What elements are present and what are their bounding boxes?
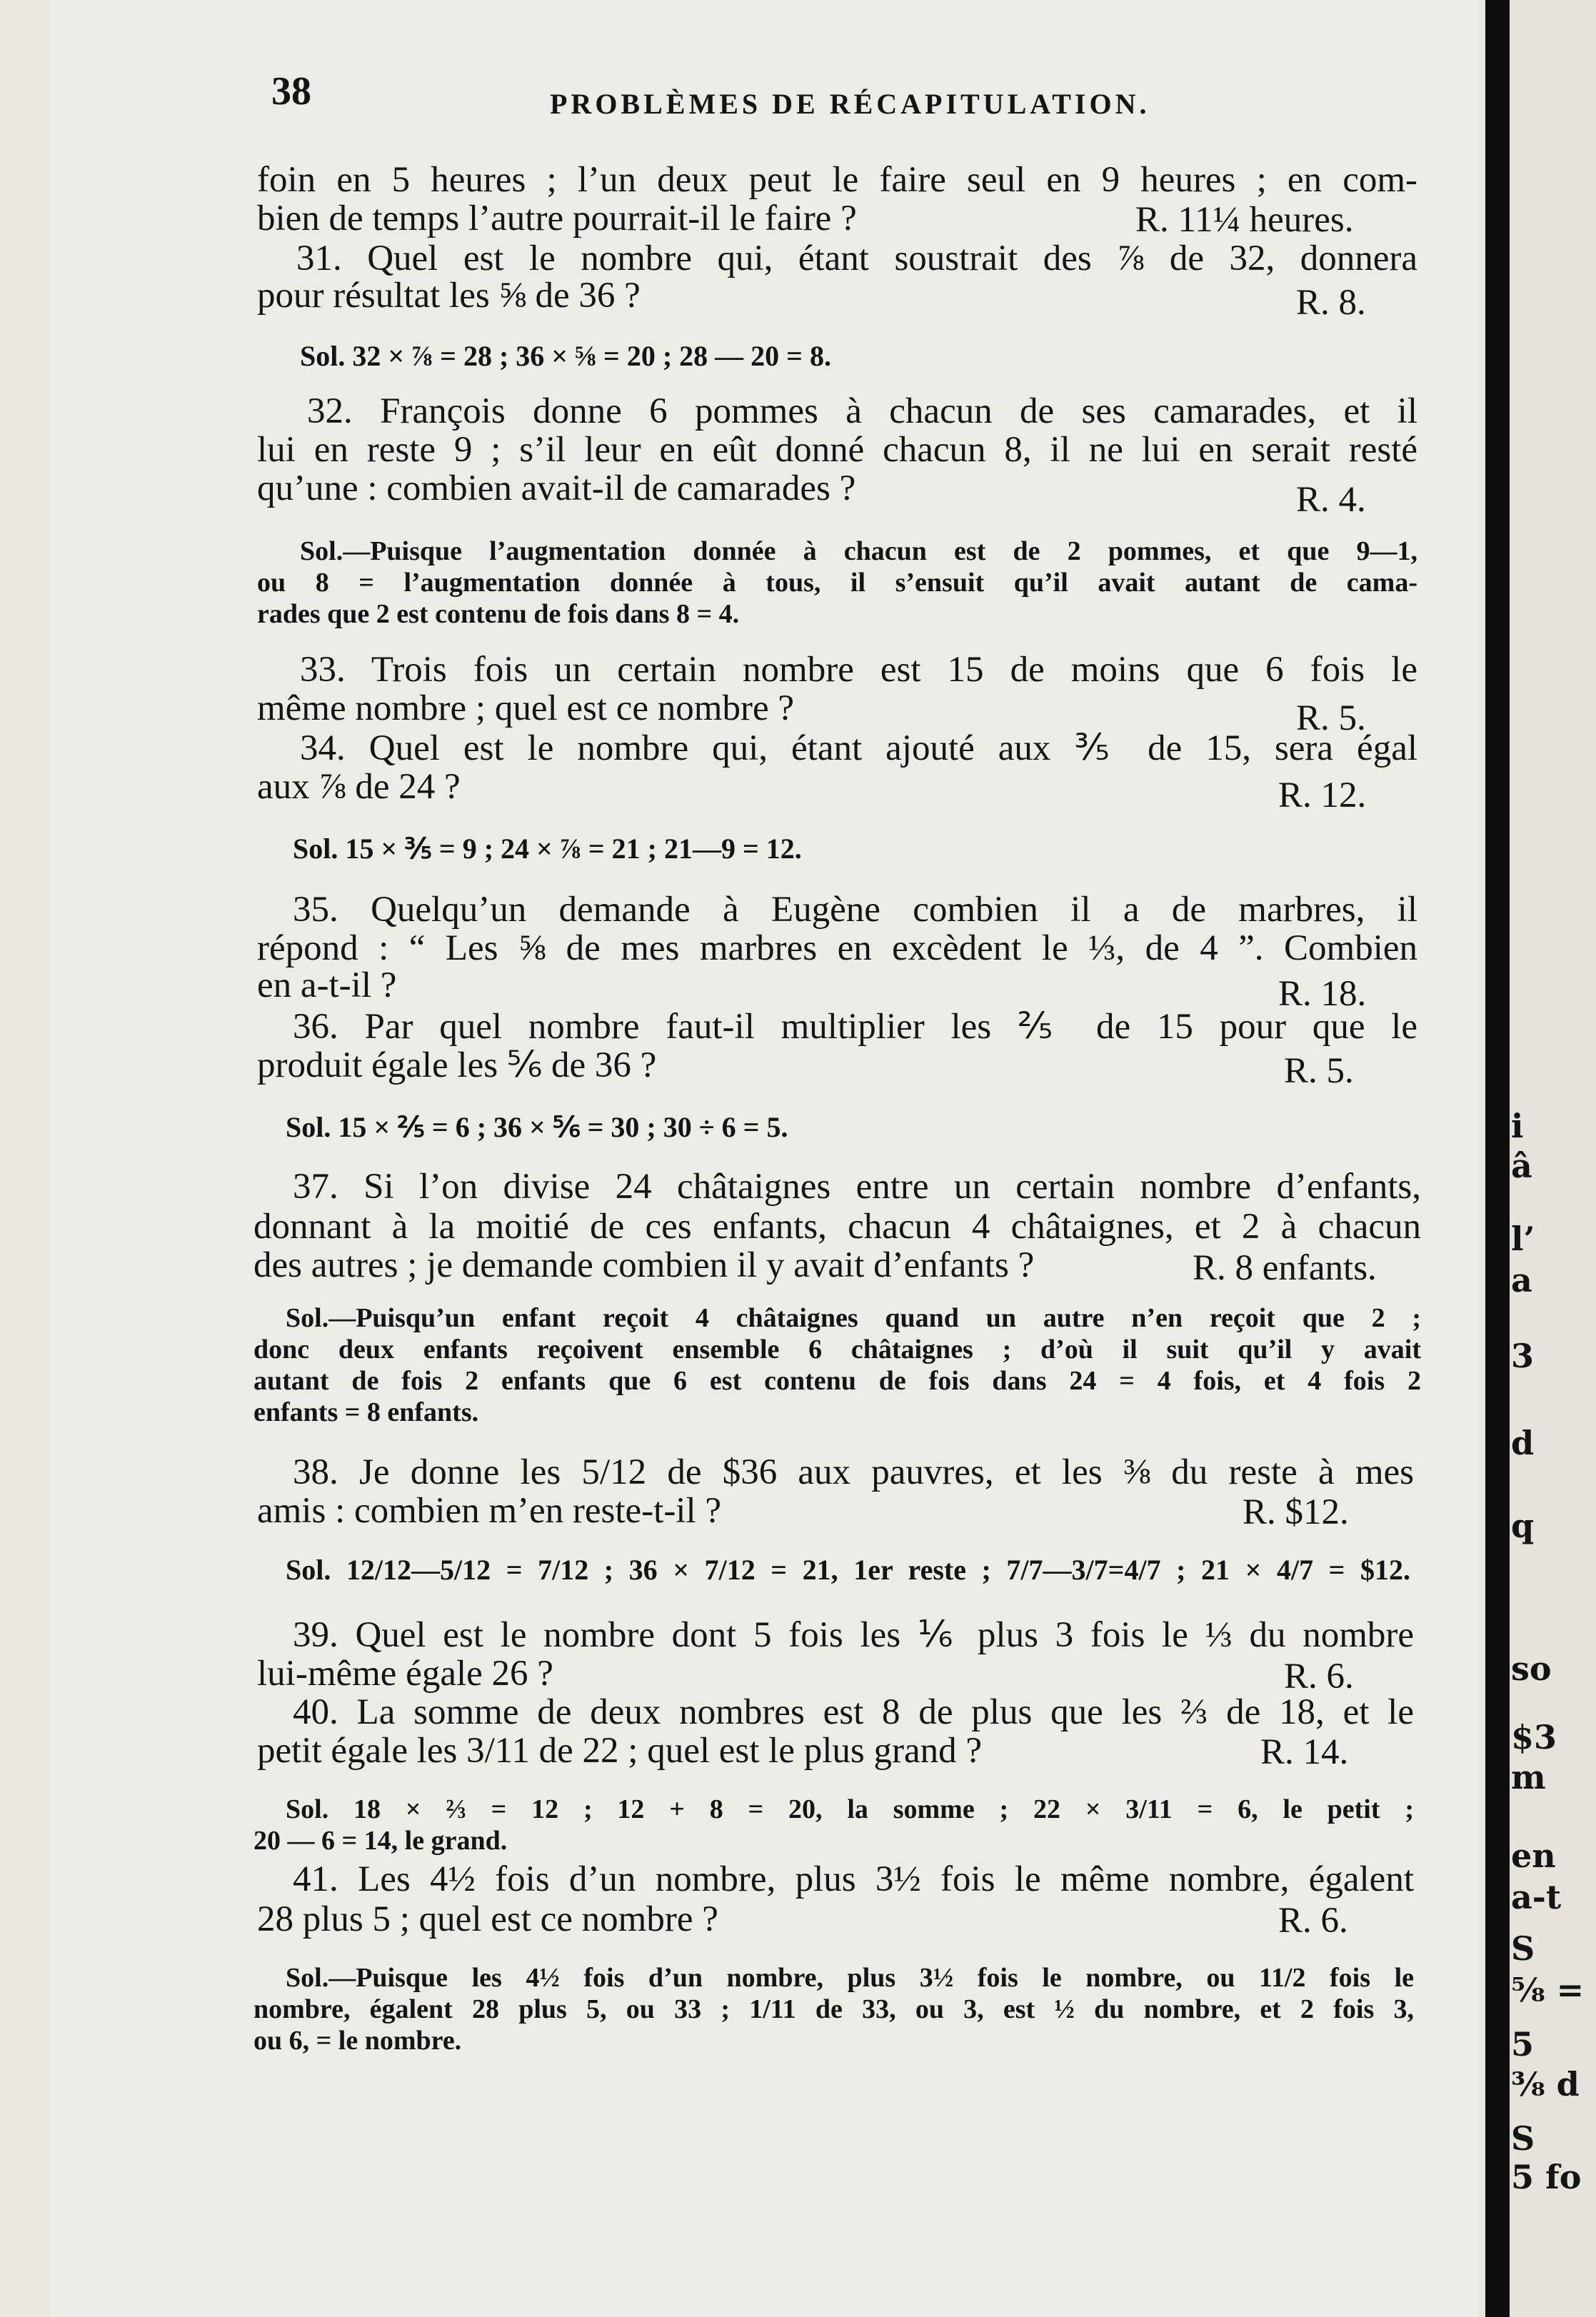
solution-40-line-2: 20 — 6 = 14, le grand.	[254, 1826, 508, 1856]
answer-36: R. 5.	[1284, 1051, 1354, 1091]
problem-31-line-2: pour résultat les ⅝ de 36 ?	[257, 276, 641, 316]
problem-41-line-2: 28 plus 5 ; quel est ce nombre ?	[257, 1899, 718, 1939]
problem-32-line-2: lui en reste 9 ; s’il leur en eût donné chacun 8, il ne lui en serait resté	[257, 430, 1417, 470]
solution-38: Sol. 12/12—5/12 = 7/12 ; 36 × 7/12 = 21, 1er reste ; 7/7—3/7=4/7 ; 21 × 4/7 = $12.	[286, 1554, 1410, 1586]
next-page-fragment: 3	[1511, 1337, 1535, 1375]
problem-39-line-1: 39. Quel est le nombre dont 5 fois les ⅙ plus 3 fois le ⅓ du nombre	[293, 1615, 1414, 1655]
solution-40-line-1: Sol. 18 × ⅔ = 12 ; 12 + 8 = 20, la somme ; 22 × 3/11 = 6, le petit ;	[286, 1794, 1414, 1824]
problem-33-line-1: 33. Trois fois un certain nombre est 15 de moins que 6 fois le	[300, 650, 1417, 690]
adjacent-page-edge	[1510, 0, 1596, 2317]
problem-37-line-1: 37. Si l’on divise 24 châtaignes entre un certain nombre d’enfants,	[293, 1167, 1421, 1207]
next-page-fragment: ⅝ =	[1511, 1971, 1585, 2009]
answer-38: R. $12.	[1243, 1492, 1349, 1532]
next-page-fragment: q	[1511, 1507, 1535, 1545]
next-page-fragment: so	[1511, 1649, 1552, 1688]
next-page-fragment: S	[1511, 1929, 1535, 1968]
solution-32-line-2: ou 8 = l’augmentation donnée à tous, il s’ensuit qu’il avait autant de cama-	[257, 568, 1417, 598]
answer-34: R. 12.	[1278, 775, 1367, 815]
problem-35-line-3: en a-t-il ?	[257, 965, 397, 1005]
problem-34-line-1: 34. Quel est le nombre qui, étant ajouté aux ⅗ de 15, sera égal	[300, 728, 1417, 768]
problem-37-line-2: donnant à la moitié de ces enfants, chacun 4 châtaignes, et 2 à chacun	[254, 1207, 1421, 1247]
next-page-fragment: en	[1511, 1836, 1556, 1875]
solution-37-line-2: donc deux enfants reçoivent ensemble 6 châtaignes ; d’où il suit qu’il y avait	[254, 1335, 1421, 1364]
solution-31: Sol. 32 × ⅞ = 28 ; 36 × ⅝ = 20 ; 28 — 20 = 8.	[300, 340, 831, 372]
answer-31: R. 8.	[1296, 283, 1366, 323]
next-page-fragment: ⅜ d	[1511, 2065, 1580, 2104]
problem-36-line-1: 36. Par quel nombre faut-il multiplier les ⅖ de 15 pour que le	[293, 1007, 1417, 1047]
problem-36-line-2: produit égale les ⅚ de 36 ?	[257, 1045, 657, 1085]
problem-41-line-1: 41. Les 4½ fois d’un nombre, plus 3½ fois le même nombre, égalent	[293, 1859, 1414, 1899]
answer-37: R. 8 enfants.	[1193, 1248, 1377, 1288]
solution-41-line-1: Sol.—Puisque les 4½ fois d’un nombre, plus 3½ fois le nombre, ou 11/2 fois le	[286, 1963, 1414, 1993]
problem-35-line-2: répond : “ Les ⅝ de mes marbres en excèdent le ⅓, de 4 ”. Combien	[257, 928, 1417, 968]
page-gutter-shadow	[1485, 0, 1510, 2317]
problem-30-line-1: foin en 5 heures ; l’un deux peut le faire seul en 9 heures ; en com-	[257, 160, 1417, 200]
solution-41-line-2: nombre, égalent 28 plus 5, ou 33 ; 1/11 de 33, ou 3, est ½ du nombre, et 2 fois 3,	[254, 1994, 1414, 2024]
problem-30-line-2: bien de temps l’autre pourrait-il le faire ?	[257, 198, 857, 238]
answer-33: R. 5.	[1296, 698, 1366, 738]
answer-39: R. 6.	[1284, 1657, 1354, 1697]
problem-38-line-1: 38. Je donne les 5/12 de $36 aux pauvres, et les ⅜ du reste à mes	[293, 1452, 1414, 1492]
next-page-fragment: l’	[1511, 1220, 1535, 1258]
next-page-fragment: i	[1511, 1107, 1524, 1145]
solution-37-line-3: autant de fois 2 enfants que 6 est contenu de fois dans 24 = 4 fois, et 4 fois 2	[254, 1366, 1421, 1396]
problem-40-line-1: 40. La somme de deux nombres est 8 de plus que les ⅔ de 18, et le	[293, 1692, 1414, 1732]
answer-40: R. 14.	[1260, 1732, 1349, 1772]
problem-40-line-2: petit égale les 3/11 de 22 ; quel est le plus grand ?	[257, 1731, 982, 1771]
page-number: 38	[271, 69, 311, 114]
problem-31-line-1: 31. Quel est le nombre qui, étant soustrait des ⅞ de 32, donnera	[296, 238, 1417, 278]
running-head: PROBLÈMES DE RÉCAPITULATION.	[550, 88, 1150, 120]
next-page-fragment: $3	[1511, 1718, 1557, 1756]
solution-32-line-3: rades que 2 est contenu de fois dans 8 = 4.	[257, 599, 740, 629]
problem-38-line-2: amis : combien m’en reste-t-il ?	[257, 1491, 722, 1531]
next-page-fragment: 5	[1511, 2025, 1535, 2064]
next-page-fragment: â	[1511, 1147, 1532, 1185]
solution-32-line-1: Sol.—Puisque l’augmentation donnée à chacun est de 2 pommes, et que 9—1,	[300, 536, 1417, 566]
problem-32-line-1: 32. François donne 6 pommes à chacun de ses camarades, et il	[307, 391, 1417, 431]
answer-32: R. 4.	[1296, 480, 1366, 520]
problem-32-line-3: qu’une : combien avait-il de camarades ?	[257, 468, 856, 508]
next-page-fragment: a-t	[1511, 1878, 1562, 1916]
solution-34: Sol. 15 × ⅗ = 9 ; 24 × ⅞ = 21 ; 21—9 = 12.	[293, 833, 802, 865]
next-page-fragment: a	[1511, 1261, 1532, 1300]
problem-37-line-3: des autres ; je demande combien il y avait d’enfants ?	[254, 1245, 1035, 1285]
problem-33-line-2: même nombre ; quel est ce nombre ?	[257, 688, 794, 728]
next-page-fragment: m	[1511, 1758, 1546, 1796]
solution-37-line-1: Sol.—Puisqu’un enfant reçoit 4 châtaignes quand un autre n’en reçoit que 2 ;	[286, 1303, 1421, 1333]
problem-39-line-2: lui-même égale 26 ?	[257, 1654, 553, 1694]
answer-35: R. 18.	[1278, 974, 1367, 1014]
book-page	[50, 0, 1478, 2317]
solution-37-line-4: enfants = 8 enfants.	[254, 1397, 479, 1427]
problem-34-line-2: aux ⅞ de 24 ?	[257, 767, 461, 807]
solution-41-line-3: ou 6, = le nombre.	[254, 2026, 462, 2056]
next-page-fragment: S	[1511, 2119, 1535, 2158]
next-page-fragment: d	[1511, 1424, 1535, 1462]
answer-30: R. 11¼ heures.	[1135, 200, 1354, 240]
problem-35-line-1: 35. Quelqu’un demande à Eugène combien il a de marbres, il	[293, 890, 1417, 930]
next-page-fragment: 5 fo	[1511, 2158, 1582, 2196]
solution-36: Sol. 15 × ⅖ = 6 ; 36 × ⅚ = 30 ; 30 ÷ 6 = 5.	[286, 1111, 788, 1143]
answer-41: R. 6.	[1278, 1901, 1348, 1941]
